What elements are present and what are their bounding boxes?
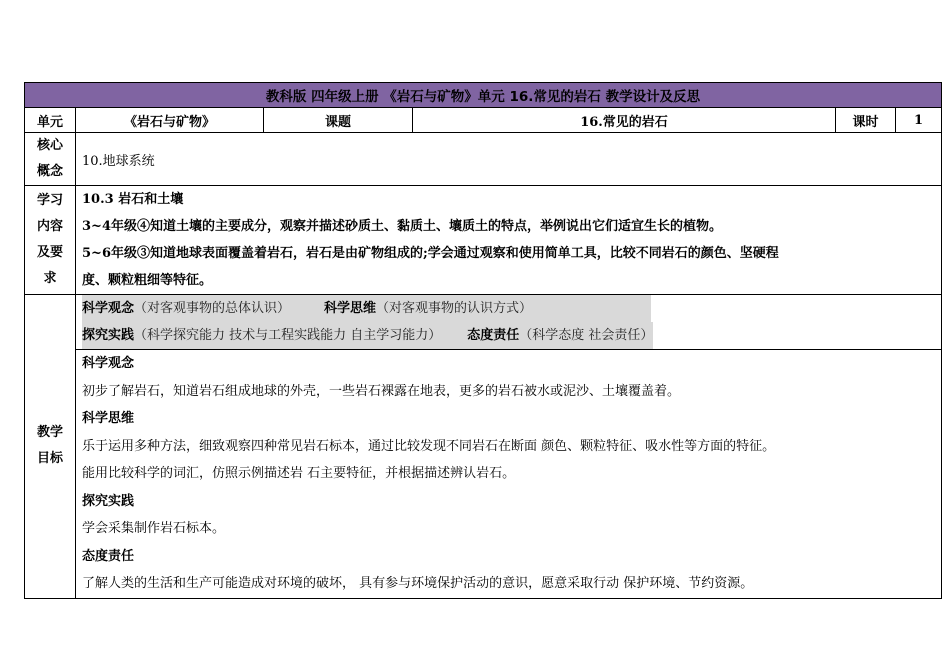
goals-summary <box>76 295 942 350</box>
goals-detail-row <box>25 350 942 599</box>
hours-label: 课时 <box>836 108 896 133</box>
header-row <box>25 108 942 133</box>
unit-value: 《岩石与矿物》 <box>76 108 264 133</box>
summary-attitude-title: 态度责任 <box>467 328 520 343</box>
req-label-line-3: 及要 <box>36 245 63 260</box>
summary-thinking-desc: （对客观事物的认识方式） <box>376 301 533 316</box>
summary-concept-desc: （对客观事物的总体认识） <box>134 301 291 316</box>
goal-thinking-text-1: 乐于运用多种方法，细致观察四种常见岩石标本，通过比较发现不同岩石在断面 颜色、颗粒特征、吸水性等方面的特征。 <box>82 438 776 454</box>
summary-attitude-desc: （科学态度 社会责任） <box>519 328 654 343</box>
goal-practice-title: 探究实践 <box>82 493 135 509</box>
goals-label <box>25 295 76 599</box>
summary-practice-desc: （科学探究能力 技术与工程实践能力 自主学习能力） <box>134 328 442 343</box>
hours-value: 1 <box>896 108 942 133</box>
requirements-row <box>25 186 942 295</box>
core-concept-value: 10.地球系统 <box>76 133 942 186</box>
goal-practice-text: 学会采集制作岩石标本。 <box>82 521 226 536</box>
goal-attitude-text: 了解人类的生活和生产可能造成对环境的破坏， 具有参与环境保护活动的意识，愿意采取行动 保护环境、节约资源。 <box>82 576 754 591</box>
topic-value: 16.常见的岩石 <box>413 108 836 133</box>
summary-highlight-2 <box>82 322 653 349</box>
goal-concept-text: 初步了解岩石，知道岩石组成地球的外壳，一些岩石裸露在地表，更多的岩石被水或泥沙、土壤覆盖着。 <box>82 383 681 399</box>
lesson-plan-table <box>24 82 942 599</box>
goal-concept-title: 科学观念 <box>82 356 135 371</box>
req-line-1: 10.3 岩石和土壤 <box>82 192 184 207</box>
goals-detail <box>76 350 942 599</box>
core-label-line-1: 核心 <box>36 138 63 153</box>
req-label-line-4: 求 <box>43 271 57 286</box>
summary-concept-title: 科学观念 <box>82 301 135 316</box>
goal-attitude-title: 态度责任 <box>82 548 135 564</box>
title-row <box>25 83 942 108</box>
goals-summary-row <box>25 295 942 350</box>
req-line-3: 5~6年级③知道地球表面覆盖着岩石，岩石是由矿物组成的;学会通过观察和使用简单工具，比较不同岩石的颜色、坚硬程 <box>82 246 779 261</box>
core-concept-row <box>25 133 942 186</box>
req-line-4: 度、颗粒粗细等特征。 <box>82 273 213 288</box>
req-label-line-1: 学习 <box>36 193 63 208</box>
lesson-plan-sheet <box>24 82 941 599</box>
summary-practice-title: 探究实践 <box>82 328 135 343</box>
document-title: 教科版 四年级上册 《岩石与矿物》单元 16.常见的岩石 教学设计及反思 <box>25 83 942 108</box>
req-line-2: 3~4年级④知道土壤的主要成分，观察并描述砂质土、黏质土、壤质土的特点，举例说出它们适宜生长的植物。 <box>82 219 722 234</box>
core-label-line-2: 概念 <box>36 164 63 179</box>
requirements-label <box>25 186 76 295</box>
summary-thinking-title: 科学思维 <box>324 301 377 316</box>
unit-label: 单元 <box>25 108 76 133</box>
summary-highlight-1 <box>82 295 651 322</box>
goals-label-line-1: 教学 <box>36 425 63 441</box>
goals-label-line-2: 目标 <box>36 451 63 467</box>
requirements-content <box>76 186 942 295</box>
summary-line-2 <box>82 322 935 349</box>
goal-thinking-text-2: 能用比较科学的词汇，仿照示例描述岩 石主要特征，并根据描述辨认岩石。 <box>82 466 516 481</box>
core-concept-label <box>25 133 76 186</box>
summary-line-1 <box>82 295 935 322</box>
req-label-line-2: 内容 <box>36 219 63 234</box>
goal-thinking-title: 科学思维 <box>82 411 135 426</box>
topic-label: 课题 <box>264 108 413 133</box>
